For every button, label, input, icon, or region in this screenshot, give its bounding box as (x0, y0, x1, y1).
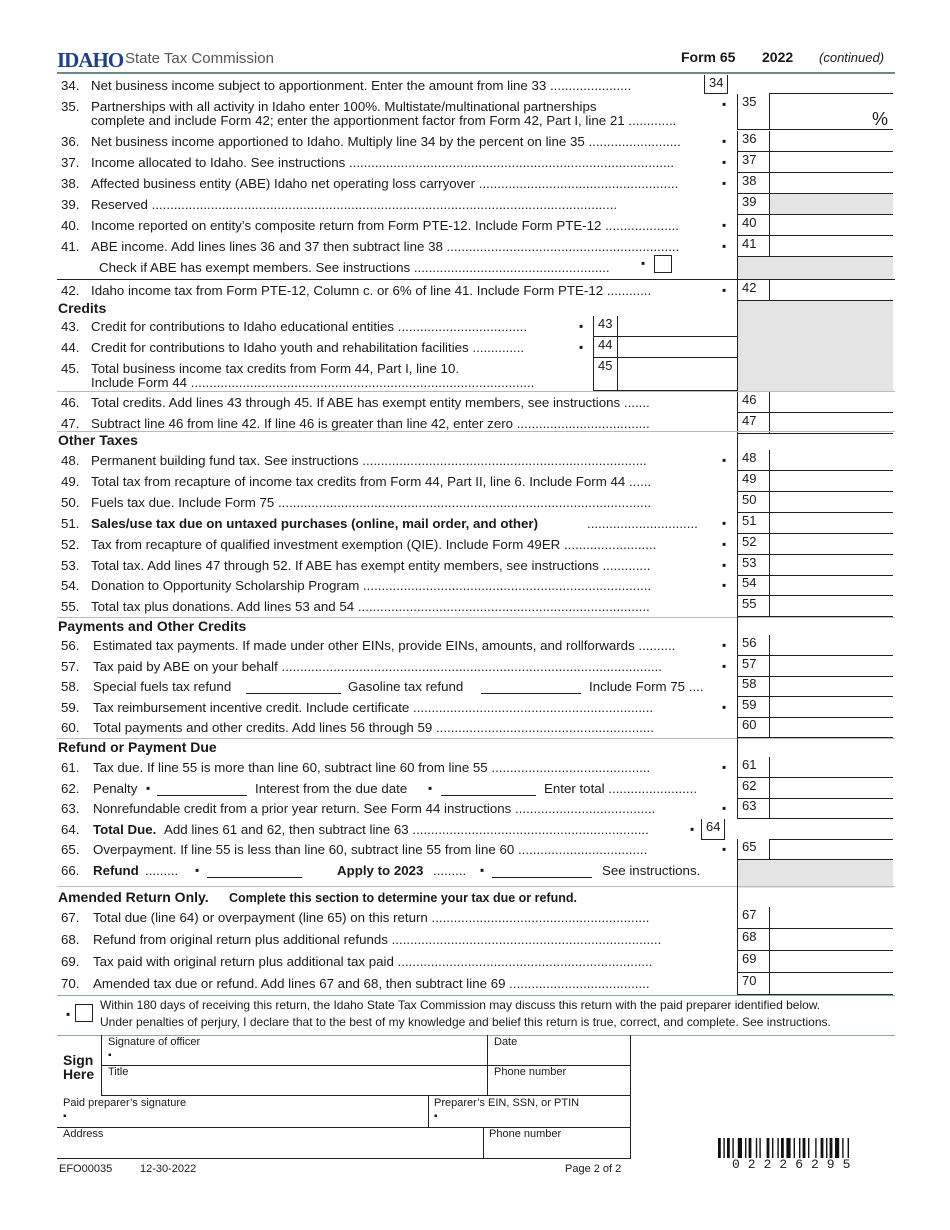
line-61-number: 61. (61, 760, 80, 775)
title-label: Title (108, 1066, 129, 1078)
line-41-number: 41. (61, 239, 80, 254)
line-64-text: Total Due. (93, 821, 157, 837)
line-53-num: 53 (737, 555, 769, 576)
preparer-signature-label: Paid preparer’s signature (63, 1097, 187, 1109)
line-48-text: Permanent building fund tax. See instructions ............................................................................. (91, 453, 647, 468)
footer-page: Page 2 of 2 (565, 1163, 622, 1175)
line-66-number: 66. (61, 863, 80, 878)
refund-bullet: ▪ (195, 863, 200, 877)
line-66-text-3: Apply to 2023 (337, 863, 424, 878)
sign-label: Sign (63, 1052, 94, 1068)
penalty-field[interactable] (157, 782, 247, 796)
line-54-number: 54. (61, 578, 80, 594)
line-62-number: 62. (61, 780, 80, 796)
line-65-text: Overpayment. If line 55 is less than line 60, subtract line 55 from line 60 ................................... (93, 842, 648, 858)
line-49-field[interactable] (769, 471, 893, 492)
line-65-bullet: ▪ (722, 842, 727, 857)
line-43-text: Credit for contributions to Idaho educational entities ................................... (91, 319, 528, 334)
line-39-num: 39 (737, 194, 769, 215)
line-56-text: Estimated tax payments. If made under other EINs, provide EINs, amounts, and rollforwards .......... (93, 638, 676, 653)
line-67-text: Total due (line 64) or overpayment (line 65) on this return ........................................................... (93, 910, 650, 925)
line-56-number: 56. (61, 638, 80, 653)
line-48-number: 48. (61, 453, 80, 468)
footer-code: EFO00035 (59, 1163, 113, 1175)
refund-spacer (737, 738, 893, 757)
line-35-percent: % (872, 109, 889, 129)
line-52-text: Tax from recapture of qualified investment exemption (QIE). Include Form 49ER ......................... (91, 536, 657, 552)
line-44-box-number: 44 (593, 337, 617, 358)
line-40-field[interactable] (769, 215, 893, 236)
line-55-number: 55. (61, 599, 80, 615)
line-50-text: Fuels tax due. Include Form 75 ..................................................................................................... (91, 494, 652, 510)
header-rule (57, 72, 895, 74)
idaho-logo: IDAHO (57, 48, 124, 72)
line-42-number: 42. (61, 283, 80, 298)
line-64-text-2: Add lines 61 and 62, then subtract line 63 ................................................................ (164, 821, 649, 837)
barcode-icon (718, 1138, 894, 1158)
line-35-text: Partnerships with all activity in Idaho enter 100%. Multistate/multinational partnerships (91, 99, 597, 114)
line-40-num: 40 (737, 215, 769, 236)
line-48-field[interactable] (769, 450, 893, 471)
preparer-signature-bullet: ▪ (63, 1111, 67, 1122)
line-68-text: Refund from original return plus additional refunds ......................................................................... (93, 932, 662, 947)
exempt-members-text: Check if ABE has exempt members. See instructions ..................................................... (99, 260, 610, 275)
line-35-number: 35. (61, 99, 80, 114)
line-42-num: 42 (737, 280, 769, 301)
line-60-number: 60. (61, 720, 80, 736)
credits-shade (737, 301, 893, 391)
officer-signature-bullet: ▪ (108, 1050, 112, 1061)
line-64-box-number: 64 (701, 819, 725, 840)
line-36-field[interactable] (769, 131, 893, 152)
exempt-members-bullet: ▪ (641, 256, 646, 270)
line-61-bullet: ▪ (722, 760, 727, 774)
line-50-num: 50 (737, 492, 769, 513)
apply-amount-field[interactable] (492, 864, 592, 878)
line-46-num: 46 (737, 392, 769, 413)
line-37-text: Income allocated to Idaho. See instructions ........................................................................................ (91, 155, 675, 170)
address-phone-divider (483, 1128, 484, 1159)
line-41-field[interactable] (769, 236, 893, 257)
line-46-field[interactable] (769, 392, 893, 413)
line-42-bullet: ▪ (722, 283, 727, 297)
line-55-num: 55 (737, 596, 769, 617)
other-taxes-spacer (737, 432, 893, 450)
form-year: 2022 (762, 49, 794, 65)
line-43-number: 43. (61, 319, 80, 334)
line-45-number: 45. (61, 361, 80, 376)
line-65-field[interactable] (769, 839, 893, 860)
line-63-number: 63. (61, 801, 80, 817)
footer-date: 12-30-2022 (140, 1163, 197, 1175)
line-44-field[interactable] (617, 337, 737, 358)
line-59-field[interactable] (769, 697, 893, 718)
form-name: Form 65 (681, 49, 736, 65)
special-fuels-refund-field[interactable] (246, 680, 341, 694)
credits-title: Credits (58, 300, 107, 316)
line-63-text: Nonrefundable credit from a prior year return. See Form 44 instructions ...................................... (93, 801, 656, 817)
exempt-members-shade (737, 257, 893, 279)
line-53-text: Total tax. Add lines 47 through 52. If ABE has exempt entity members, see instructions ............. (91, 557, 651, 573)
line-52-number: 52. (61, 536, 80, 552)
line-34-box-number: 34 (704, 75, 728, 94)
declaration-rule (57, 995, 895, 996)
line-62-text-2: Interest from the due date (255, 780, 408, 796)
line-70-text: Amended tax due or refund. Add lines 67 and 68, then subtract line 69 ...................................... (93, 976, 650, 991)
line-38-field[interactable] (769, 173, 893, 194)
line-58-text-3: Include Form 75 .... (589, 679, 704, 695)
phone-label: Phone number (494, 1066, 567, 1078)
line-70-field[interactable] (769, 973, 893, 995)
line-51-num: 51 (737, 513, 769, 534)
line-41-text: ABE income. Add lines lines 36 and 37 then subtract line 38 ............................................................... (91, 239, 680, 254)
line-45-box-number: 45 (593, 358, 617, 391)
date-label: Date (494, 1036, 518, 1048)
line-62-text-3: Enter total ........................ (544, 780, 697, 796)
interest-field[interactable] (441, 782, 536, 796)
form-header (57, 48, 895, 72)
address-label: Address (63, 1128, 104, 1140)
line-54-bullet: ▪ (722, 578, 727, 593)
line-47-num: 47 (737, 413, 769, 434)
line-34-text: Net business income subject to apportionment. Enter the amount from line 33 ...................... (91, 78, 632, 93)
line-69-number: 69. (61, 954, 80, 969)
line-68-field[interactable] (769, 929, 893, 951)
line-42-text: Idaho income tax from Form PTE-12, Column c. or 6% of line 41. Include Form PTE-12 ............ (91, 283, 652, 298)
line-43-box-number: 43 (593, 316, 617, 337)
line-61-num: 61 (737, 757, 769, 778)
line-54-text: Donation to Opportunity Scholarship Program .............................................................................. (91, 578, 652, 594)
line-62-text: Penalty (93, 780, 138, 796)
line-53-number: 53. (61, 557, 80, 573)
line-45-text: Total business income tax credits from Form 44, Part I, line 10. (91, 361, 460, 376)
line-40-number: 40. (61, 218, 80, 233)
declaration-line-1: Within 180 days of receiving this return, the Idaho State Tax Commission may discuss this return with the paid preparer identified below. (100, 998, 821, 1012)
line-58-text: Special fuels tax refund (93, 679, 232, 695)
line-56-num: 56 (737, 635, 769, 656)
line-36-number: 36. (61, 134, 80, 149)
line-50-field[interactable] (769, 492, 893, 513)
preparer-discuss-checkbox[interactable] (75, 1004, 93, 1022)
line-35-bullet: ▪ (722, 97, 727, 111)
line-63-box-number: 63 (737, 798, 769, 819)
line-45-field[interactable] (617, 358, 737, 391)
line-51-field[interactable] (769, 513, 893, 534)
exempt-members-checkbox[interactable] (654, 255, 672, 273)
line-44-bullet: ▪ (579, 340, 584, 354)
line-44-text: Credit for contributions to Idaho youth and rehabilitation facilities .............. (91, 340, 525, 355)
line-58-num: 58 (737, 676, 769, 697)
line-67-field[interactable] (769, 907, 893, 929)
line-36-bullet: ▪ (722, 134, 727, 148)
gasoline-refund-field[interactable] (481, 680, 581, 694)
line-57-field[interactable] (769, 656, 893, 677)
line-63-field[interactable] (769, 798, 893, 819)
line-51-dots: .............................. (587, 515, 698, 531)
line-45-text-2: Include Form 44 ............................................................................................. (91, 375, 535, 390)
line-46-number: 46. (61, 395, 80, 410)
line-55-field[interactable] (769, 596, 893, 617)
line-51-bullet: ▪ (722, 515, 727, 530)
line-64-number: 64. (61, 821, 80, 837)
continued-text: continued (823, 50, 880, 65)
line-41-bullet: ▪ (722, 239, 727, 253)
line-65-number: 65. (61, 842, 80, 858)
line-59-number: 59. (61, 699, 80, 715)
line-66-shade (737, 860, 893, 888)
line-57-number: 57. (61, 658, 80, 674)
line-43-field[interactable] (617, 316, 737, 337)
line-49-num: 49 (737, 471, 769, 492)
line-69-text: Tax paid with original return plus additional tax paid ..................................................................... (93, 954, 653, 969)
line-52-field[interactable] (769, 534, 893, 555)
line-41-num: 41 (737, 236, 769, 257)
line-61-text: Tax due. If line 55 is more than line 60, subtract line 60 from line 55 ........................................... (93, 760, 651, 775)
line-39-field (769, 194, 893, 215)
barcode-number: 02226295 (732, 1157, 859, 1172)
line-70-num: 70 (737, 973, 769, 995)
interest-bullet: ▪ (428, 780, 433, 795)
line-68-number: 68. (61, 932, 80, 947)
line-38-num: 38 (737, 173, 769, 194)
line-47-text: Subtract line 46 from line 42. If line 46 is greater than line 42, enter zero .................................... (91, 416, 650, 431)
line-53-bullet: ▪ (722, 557, 727, 572)
line-49-number: 49. (61, 473, 80, 489)
line-38-bullet: ▪ (722, 176, 727, 190)
continued-label: (continued) (819, 50, 885, 65)
line-35-num: 35 (737, 94, 769, 130)
declaration-line-2: Under penalties of perjury, I declare that to the best of my knowledge and belief this return is true, correct, and complete. See instructions. (100, 1015, 831, 1029)
line-60-num: 60 (737, 717, 769, 738)
phone2-label: Phone number (489, 1128, 562, 1140)
line-38-text: Affected business entity (ABE) Idaho net operating loss carryover ...................................................... (91, 176, 679, 191)
amended-title: Amended Return Only. (58, 889, 209, 905)
preparer-id-divider (428, 1096, 429, 1128)
line-46-text: Total credits. Add lines 43 through 45. If ABE has exempt entity members, see instructions ....... (91, 395, 650, 410)
line-58-field[interactable] (769, 676, 893, 697)
line-40-bullet: ▪ (722, 218, 727, 232)
line-57-bullet: ▪ (722, 658, 727, 673)
line-35-text-2: complete and include Form 42; enter the apportionment factor from Form 42, Part I, line 21 ............. (91, 113, 677, 128)
line-40-text: Income reported on entity’s composite return from Form PTE-12. Include Form PTE-12 .................... (91, 218, 679, 233)
line-52-bullet: ▪ (722, 536, 727, 551)
other-taxes-title: Other Taxes (58, 432, 138, 448)
line-47-number: 47. (61, 416, 80, 431)
line-51-number: 51. (61, 515, 80, 531)
line-58-text-2: Gasoline tax refund (348, 679, 464, 695)
line-66-text-5: See instructions. (602, 863, 701, 878)
line-36-num: 36 (737, 131, 769, 152)
line-50-number: 50. (61, 494, 80, 510)
line-39-text: Reserved .............................................................................................................................. (91, 197, 618, 212)
line-53-field[interactable] (769, 555, 893, 576)
line-66-dots-2: ......... (433, 863, 467, 878)
line-66-text: Refund (93, 863, 139, 878)
line-34-number: 34. (61, 78, 80, 93)
line-64-bullet: ▪ (690, 821, 695, 836)
line-52-num: 52 (737, 534, 769, 555)
line-38-number: 38. (61, 176, 80, 191)
preparer-id-bullet: ▪ (434, 1111, 438, 1122)
line-69-field[interactable] (769, 951, 893, 973)
preparer-id-label: Preparer’s EIN, SSN, or PTIN (434, 1097, 580, 1109)
line-37-num: 37 (737, 152, 769, 173)
line-60-field[interactable] (769, 717, 893, 738)
line-70-number: 70. (61, 976, 80, 991)
line-58-number: 58. (61, 679, 80, 695)
line-66-dots: ......... (145, 863, 179, 878)
line-48-num: 48 (737, 450, 769, 471)
line-56-bullet: ▪ (722, 638, 727, 652)
line-59-text: Tax reimbursement incentive credit. Include certificate ................................................................. (93, 699, 654, 715)
amended-spacer (737, 886, 893, 907)
line-54-field[interactable] (769, 575, 893, 596)
line-42-field[interactable] (769, 280, 893, 301)
penalty-bullet: ▪ (146, 780, 151, 795)
here-label: Here (63, 1066, 95, 1082)
payments-title: Payments and Other Credits (58, 618, 247, 634)
amended-subtitle: Complete this section to determine your tax due or refund. (229, 891, 577, 905)
line-69-num: 69 (737, 951, 769, 973)
line-67-number: 67. (61, 910, 80, 925)
line-36-text: Net business income apportioned to Idaho. Multiply line 34 by the percent on line 35 ......................... (91, 134, 681, 149)
line-57-num: 57 (737, 656, 769, 677)
refund-amount-field[interactable] (207, 864, 302, 878)
line-65-num: 65 (737, 839, 769, 860)
apply-bullet: ▪ (480, 863, 485, 877)
line-57-text: Tax paid by ABE on your behalf ....................................................................................................... (93, 658, 663, 674)
line-60-text: Total payments and other credits. Add lines 56 through 59 ........................................................... (93, 720, 654, 736)
line-39-number: 39. (61, 197, 80, 212)
line-44-number: 44. (61, 340, 80, 355)
officer-signature-label: Signature of officer (108, 1036, 201, 1048)
line-62-num: 62 (737, 778, 769, 799)
refund-title: Refund or Payment Due (58, 739, 217, 755)
line-37-field[interactable] (769, 152, 893, 173)
line-37-number: 37. (61, 155, 80, 170)
payments-spacer (737, 617, 893, 635)
line-61-field[interactable] (769, 757, 893, 778)
line-63-bullet: ▪ (722, 801, 727, 816)
line-59-num: 59 (737, 697, 769, 718)
line-64-field[interactable] (769, 819, 893, 840)
line-55-text: Total tax plus donations. Add lines 53 and 54 ............................................................................... (91, 599, 650, 615)
agency-name: State Tax Commission (125, 50, 274, 67)
line-54-num: 54 (737, 575, 769, 596)
line-43-bullet: ▪ (579, 319, 584, 333)
line-49-text: Total tax from recapture of income tax credits from Form 44, Part II, line 6. Include Form 44 ...... (91, 473, 652, 489)
line-67-num: 67 (737, 907, 769, 929)
line-56-field[interactable] (769, 635, 893, 656)
line-59-bullet: ▪ (722, 699, 727, 714)
line-68-num: 68 (737, 929, 769, 951)
line-51-text: Sales/use tax due on untaxed purchases (online, mail order, and other) (91, 515, 539, 531)
declaration-bullet: ▪ (66, 1007, 71, 1021)
line-37-bullet: ▪ (722, 155, 727, 169)
line-62-field[interactable] (769, 778, 893, 799)
line-48-bullet: ▪ (722, 453, 727, 467)
